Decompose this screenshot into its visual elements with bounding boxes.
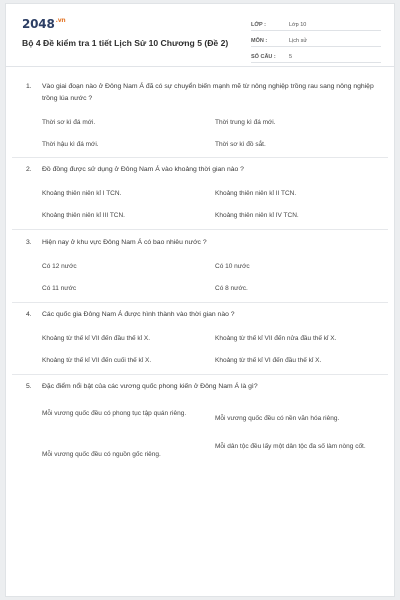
meta-label: MÔN : (251, 38, 268, 44)
option-a[interactable]: Khoảng thiên niên kỉ I TCN. (42, 190, 122, 197)
option-b[interactable]: Khoảng từ thế kỉ VII đến nửa đầu thế kỉ X. (215, 335, 337, 342)
question-text: Đồ đồng được sử dụng ở Đông Nam Á vào khoảng thời gian nào ? (42, 166, 244, 173)
option-d[interactable]: Mỗi dân tộc đều lấy một dân tộc đa số làm nòng cốt. (215, 443, 366, 450)
question-divider (12, 229, 388, 230)
question-divider (12, 302, 388, 303)
option-c[interactable]: Mỗi vương quốc đều có nguồn gốc riêng. (42, 451, 161, 458)
meta-value: 5 (289, 54, 293, 60)
question-number: 4. (26, 311, 32, 318)
logo-suffix: .vn (55, 17, 66, 24)
meta-value: Lớp 10 (289, 22, 307, 28)
question-number: 3. (26, 239, 32, 246)
meta-value: Lịch sử (289, 38, 308, 44)
question-number: 5. (26, 383, 32, 390)
option-c[interactable]: Có 11 nước (42, 285, 77, 292)
option-a[interactable]: Khoảng từ thế kỉ VII đến đầu thế kỉ X. (42, 335, 151, 342)
option-c[interactable]: Thời hậu kì đá mới. (42, 141, 99, 148)
option-b[interactable]: Mỗi vương quốc đều có nền văn hóa riêng. (215, 415, 340, 422)
meta-label: LỚP : (251, 22, 266, 28)
question-text: Hiện nay ở khu vực Đông Nam Á có bao nhiêu nước ? (42, 239, 207, 246)
meta-row-class (251, 17, 381, 31)
option-b[interactable]: Thời trung kì đá mới. (215, 119, 276, 126)
exam-sheet (5, 3, 395, 597)
site-logo[interactable] (22, 17, 65, 31)
question-divider (12, 157, 388, 158)
option-d[interactable]: Thời sơ kì đồ sắt. (215, 141, 266, 148)
page-title: Bộ 4 Đề kiểm tra 1 tiết Lịch Sử 10 Chương 5 (Đề 2) (22, 38, 229, 48)
question-4 (26, 309, 386, 364)
question-divider (12, 374, 388, 375)
option-a[interactable]: Có 12 nước (42, 263, 77, 270)
question-number: 2. (26, 166, 32, 173)
header-divider (6, 66, 394, 67)
exam-meta (251, 17, 381, 65)
question-number: 1. (26, 83, 32, 90)
option-c[interactable]: Khoảng từ thế kỉ VII đến cuối thế kỉ X. (42, 357, 152, 364)
option-d[interactable]: Khoảng từ thế kỉ VI đến đầu thế kỉ X. (215, 357, 322, 364)
question-5 (26, 381, 386, 458)
option-a[interactable]: Thời sơ kì đá mới. (42, 119, 96, 126)
question-3 (26, 237, 386, 292)
question-text: Đặc điểm nổi bật của các vương quốc phong kiến ở Đông Nam Á là gì? (42, 383, 258, 390)
meta-label: SỐ CÂU : (251, 54, 276, 60)
option-d[interactable]: Khoảng thiên niên kỉ IV TCN. (215, 212, 299, 219)
option-d[interactable]: Có 8 nước. (215, 285, 248, 292)
question-text: Các quốc gia Đông Nam Á được hình thành vào thời gian nào ? (42, 311, 235, 318)
question-text: Vào giai đoạn nào ở Đông Nam Á đã có sự chuyển biến mạnh mẽ từ nông nghiệp trồng rau sang nông nghiệp trồng lúa nước ? (42, 83, 374, 102)
question-2 (26, 164, 386, 219)
option-b[interactable]: Có 10 nước (215, 263, 250, 270)
logo-text: 2048 (22, 17, 55, 31)
meta-row-subject (251, 33, 381, 47)
option-c[interactable]: Khoảng thiên niên kỉ III TCN. (42, 212, 125, 219)
question-1 (26, 81, 386, 148)
option-a[interactable]: Mỗi vương quốc đều có phong tục tập quán riêng. (42, 410, 187, 417)
option-b[interactable]: Khoảng thiên niên kỉ II TCN. (215, 190, 297, 197)
meta-row-count (251, 49, 381, 63)
